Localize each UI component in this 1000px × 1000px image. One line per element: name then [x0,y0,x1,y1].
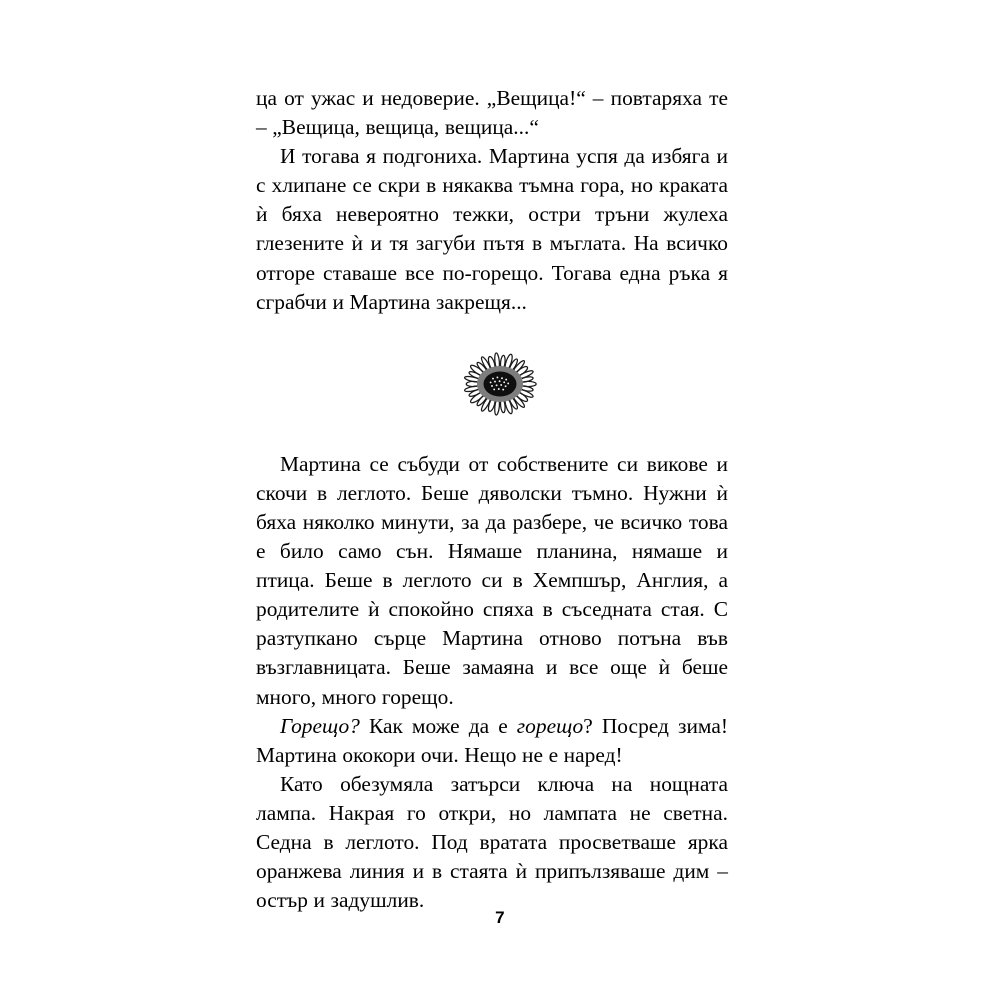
emphasis-run: горещо [516,713,584,738]
flower-ornament-icon [458,348,542,420]
paragraph-3 [256,450,728,712]
paragraph-1 [256,84,728,142]
text-run: Мартина се събуди от собствените си викове и скочи в леглото. Беше дяволски тъмно. Нужни ѝ бяха няколко минути, за да разбере, че всичко това е било само сън. Нямаше планина, нямаше и птица. Беше в леглото си в Хемпшър, Англия, а родителите ѝ спокойно спяха в съседната стая. С разтупкано сърце Мартина отново потъна във възглавницата. Беше замаяна и все още ѝ беше много, много горещо. [256,451,728,709]
paragraph-4 [256,712,728,770]
text-run: ца от ужас и недоверие. „Вещица!“ – повтаряха те – „Вещица, вещица, вещица...“ [256,86,728,140]
text-run: Като обезумяла затърси ключа на нощната лампа. Накрая го откри, но лампата не светна. Седна в леглото. Под вратата просветваше ярка оранжева линия и в стаята ѝ припълзяваше дим – остър и задушлив. [256,771,728,913]
text-run: Как може да е [359,713,517,738]
emphasis-run: Горещо? [280,713,360,738]
body-text-column [256,84,728,915]
paragraph-5 [256,770,728,915]
text-run: И тогава я подгониха. Мартина успя да избяга и с хлипане се скри в някаква тъмна гора, но краката ѝ бяха невероятно тежки, остри тръни жулеха глезените ѝ и тя загуби пътя в мъглата. На всичко отгоре ставаше все по-горещо. Тогава една ръка я сграбчи и Мартина закрещя... [256,144,728,314]
text-run: ? Посред зима! Мартина ококори очи. Нещо не е наред! [256,713,728,767]
ornament-center-disc [484,372,517,397]
scene-break-ornament [0,346,1000,422]
paragraph-2 [256,142,728,317]
page-number: 7 [495,908,505,927]
